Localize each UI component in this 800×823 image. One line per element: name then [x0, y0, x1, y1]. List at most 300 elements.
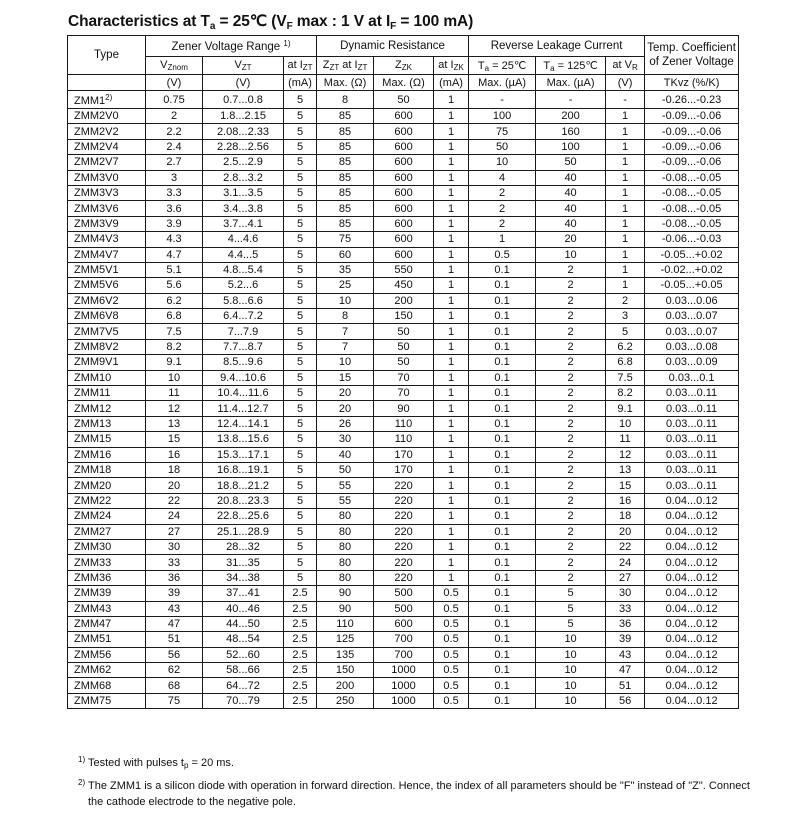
type-label: ZMM2V0 [74, 110, 119, 123]
cell-zzk: 500 [374, 586, 434, 601]
cell-vr: 51 [606, 678, 645, 693]
cell-type [68, 170, 146, 185]
unit-zzk: Max. (Ω) [374, 75, 434, 91]
cell-zzt: 30 [317, 432, 374, 447]
cell-ir25: 50 [469, 139, 536, 154]
title-text: = 100 mA) [396, 13, 474, 30]
cell-type [68, 324, 146, 339]
cell-izt: 2.5 [284, 601, 317, 616]
cell-vznom: 8.2 [146, 339, 203, 354]
cell-vznom: 2 [146, 109, 203, 124]
cell-zzt: 26 [317, 416, 374, 431]
table-row [68, 278, 739, 293]
cell-vznom: 30 [146, 539, 203, 554]
table-row [68, 524, 739, 539]
type-label: ZMM15 [74, 433, 112, 446]
cell-vzt: 34...38 [203, 570, 284, 585]
cell-zzk: 220 [374, 555, 434, 570]
cell-zzk: 50 [374, 339, 434, 354]
table-row [68, 447, 739, 462]
cell-tkvz: 0.03...0.06 [645, 293, 739, 308]
cell-ir25: 0.1 [469, 601, 536, 616]
header-sub: ZT [357, 63, 368, 72]
cell-vr: 47 [606, 663, 645, 678]
cell-ir125: 2 [536, 262, 606, 277]
cell-vr: 6.8 [606, 355, 645, 370]
cell-vr: 15 [606, 478, 645, 493]
cell-tkvz: 0.04...0.12 [645, 493, 739, 508]
cell-zzk: 70 [374, 386, 434, 401]
cell-izk: 1 [434, 109, 469, 124]
cell-zzt: 85 [317, 155, 374, 170]
cell-ir25: 0.1 [469, 493, 536, 508]
cell-ir25: 0.1 [469, 632, 536, 647]
footnote-sub: p [183, 761, 189, 770]
footnotes [78, 752, 793, 811]
cell-ir125: 10 [536, 632, 606, 647]
type-label: ZMM2V2 [74, 125, 119, 138]
cell-izk: 0.5 [434, 663, 469, 678]
cell-ir125: 2 [536, 462, 606, 477]
cell-ir25: 0.1 [469, 447, 536, 462]
cell-vr: 1 [606, 278, 645, 293]
cell-type [68, 386, 146, 401]
unit-vr: (V) [606, 75, 645, 91]
footnote-ref: 2) [105, 93, 113, 102]
cell-zzk: 500 [374, 601, 434, 616]
cell-zzt: 60 [317, 247, 374, 262]
cell-ir25: 0.5 [469, 247, 536, 262]
cell-tkvz: 0.04...0.12 [645, 539, 739, 554]
cell-ir25: 0.1 [469, 278, 536, 293]
header-sub: ZK [401, 63, 413, 72]
cell-vr: 12 [606, 447, 645, 462]
cell-tkvz: -0.08...-0.05 [645, 170, 739, 185]
table-row [68, 170, 739, 185]
cell-tkvz: 0.04...0.12 [645, 570, 739, 585]
cell-zzt: 85 [317, 139, 374, 154]
cell-izk: 1 [434, 324, 469, 339]
cell-tkvz: 0.04...0.12 [645, 632, 739, 647]
cell-ir25: 0.1 [469, 355, 536, 370]
cell-izk: 1 [434, 355, 469, 370]
cell-ir25: 0.1 [469, 401, 536, 416]
cell-zzt: 7 [317, 339, 374, 354]
cell-tkvz: -0.26...-0.23 [645, 91, 739, 109]
cell-izk: 0.5 [434, 632, 469, 647]
header-label: V [234, 59, 242, 71]
header-label: at V [612, 59, 632, 71]
header-label: T [477, 59, 485, 72]
cell-ir125: 2 [536, 370, 606, 385]
type-label: ZMM16 [74, 448, 112, 461]
cell-zzt: 250 [317, 693, 374, 708]
header-label: Z [395, 59, 402, 71]
footnote-2 [78, 775, 793, 811]
unit-zzt: Max. (Ω) [317, 75, 374, 91]
cell-izk: 1 [434, 539, 469, 554]
cell-zzk: 1000 [374, 678, 434, 693]
cell-ir125: 50 [536, 155, 606, 170]
cell-vr: 6.2 [606, 339, 645, 354]
cell-ir25: 2 [469, 201, 536, 216]
cell-type [68, 524, 146, 539]
cell-izt: 5 [284, 324, 317, 339]
cell-type [68, 201, 146, 216]
cell-type [68, 339, 146, 354]
cell-zzt: 15 [317, 370, 374, 385]
title-text: Characteristics at T [68, 13, 210, 30]
cell-zzk: 1000 [374, 663, 434, 678]
cell-izt: 5 [284, 509, 317, 524]
type-label: ZMM56 [74, 648, 112, 661]
cell-vznom: 18 [146, 462, 203, 477]
cell-ir25: 0.1 [469, 386, 536, 401]
cell-vzt: 22.8...25.6 [203, 509, 284, 524]
cell-ir25: - [469, 91, 536, 109]
header-label: at I [287, 59, 303, 71]
type-label: ZMM30 [74, 541, 112, 554]
cell-vznom: 75 [146, 693, 203, 708]
cell-vznom: 22 [146, 493, 203, 508]
cell-ir125: 5 [536, 601, 606, 616]
cell-izt: 5 [284, 432, 317, 447]
header-dynamic-resistance: Dynamic Resistance [317, 36, 469, 57]
type-label: ZMM4V3 [74, 233, 119, 246]
cell-izk: 1 [434, 232, 469, 247]
table-row [68, 386, 739, 401]
cell-zzt: 85 [317, 109, 374, 124]
cell-vzt: 4.8...5.4 [203, 262, 284, 277]
cell-izt: 5 [284, 493, 317, 508]
cell-ir25: 0.1 [469, 539, 536, 554]
cell-zzt: 20 [317, 386, 374, 401]
cell-izt: 5 [284, 124, 317, 139]
cell-zzt: 80 [317, 509, 374, 524]
cell-vzt: 5.8...6.6 [203, 293, 284, 308]
cell-izk: 1 [434, 170, 469, 185]
type-label: ZMM22 [74, 494, 112, 507]
type-label: ZMM10 [74, 371, 112, 384]
title-sub-f: F [286, 21, 293, 32]
type-label: ZMM20 [74, 479, 112, 492]
table-row [68, 416, 739, 431]
cell-vznom: 27 [146, 524, 203, 539]
cell-zzt: 150 [317, 663, 374, 678]
cell-zzk: 600 [374, 216, 434, 231]
cell-type [68, 693, 146, 708]
cell-izk: 1 [434, 493, 469, 508]
cell-zzk: 600 [374, 139, 434, 154]
cell-vr: 5 [606, 324, 645, 339]
cell-zzk: 600 [374, 170, 434, 185]
cell-vzt: 20.8...23.3 [203, 493, 284, 508]
cell-zzk: 1000 [374, 693, 434, 708]
cell-vr: - [606, 91, 645, 109]
cell-vznom: 36 [146, 570, 203, 585]
type-label: ZMM13 [74, 418, 112, 430]
cell-type [68, 91, 146, 109]
type-label: ZMM7V5 [74, 325, 119, 338]
cell-izt: 2.5 [284, 693, 317, 708]
cell-vr: 1 [606, 262, 645, 277]
cell-tkvz: -0.09...-0.06 [645, 109, 739, 124]
header-label: Zener Voltage Range [171, 41, 281, 53]
cell-vr: 11 [606, 432, 645, 447]
cell-type [68, 216, 146, 231]
cell-ir25: 0.1 [469, 570, 536, 585]
header-ir-125c [536, 57, 606, 75]
table-row [68, 632, 739, 647]
cell-izt: 5 [284, 478, 317, 493]
cell-tkvz: 0.03...0.07 [645, 309, 739, 324]
cell-ir25: 0.1 [469, 586, 536, 601]
cell-zzk: 90 [374, 401, 434, 416]
header-zzt [317, 57, 374, 75]
cell-vznom: 7.5 [146, 324, 203, 339]
cell-zzk: 200 [374, 293, 434, 308]
cell-izt: 5 [284, 524, 317, 539]
cell-vr: 8.2 [606, 386, 645, 401]
cell-type [68, 447, 146, 462]
table-body [68, 91, 739, 709]
unit-vznom: (V) [146, 75, 203, 91]
cell-zzk: 700 [374, 647, 434, 662]
cell-vznom: 3 [146, 170, 203, 185]
cell-ir125: 40 [536, 216, 606, 231]
cell-tkvz: 0.03...0.11 [645, 416, 739, 431]
table-row [68, 601, 739, 616]
cell-zzt: 85 [317, 170, 374, 185]
cell-type [68, 416, 146, 431]
cell-izt: 5 [284, 262, 317, 277]
cell-izt: 5 [284, 216, 317, 231]
type-label: ZMM62 [74, 664, 112, 677]
cell-izt: 5 [284, 293, 317, 308]
cell-vzt: 70...79 [203, 693, 284, 708]
cell-izk: 1 [434, 478, 469, 493]
type-label: ZMM6V2 [74, 294, 119, 307]
cell-vznom: 3.9 [146, 216, 203, 231]
cell-zzt: 90 [317, 601, 374, 616]
cell-vzt: 2.5...2.9 [203, 155, 284, 170]
cell-ir25: 1 [469, 232, 536, 247]
cell-ir125: 2 [536, 324, 606, 339]
header-label: = 25℃ [489, 59, 527, 72]
cell-izk: 1 [434, 447, 469, 462]
cell-vzt: 28...32 [203, 539, 284, 554]
cell-ir25: 0.1 [469, 370, 536, 385]
cell-izk: 1 [434, 386, 469, 401]
cell-tkvz: 0.04...0.12 [645, 678, 739, 693]
cell-zzk: 170 [374, 447, 434, 462]
cell-type [68, 401, 146, 416]
cell-izk: 1 [434, 570, 469, 585]
table-row [68, 109, 739, 124]
cell-vznom: 6.8 [146, 309, 203, 324]
cell-izt: 2.5 [284, 647, 317, 662]
footnote-text: The ZMM1 is a silicon diode with operation in forward direction. Hence, the index of all parameters should be "F" instead of "Z". Connect [85, 779, 750, 792]
cell-izk: 1 [434, 509, 469, 524]
type-label: ZMM36 [74, 571, 112, 584]
cell-type [68, 616, 146, 631]
header-label: V [160, 59, 168, 71]
cell-vr: 10 [606, 416, 645, 431]
table-row [68, 355, 739, 370]
cell-izt: 5 [284, 309, 317, 324]
cell-izk: 1 [434, 339, 469, 354]
header-label: at I [438, 59, 454, 71]
cell-type [68, 293, 146, 308]
cell-zzt: 75 [317, 232, 374, 247]
cell-zzk: 600 [374, 201, 434, 216]
cell-zzk: 600 [374, 247, 434, 262]
cell-vzt: 18.8...21.2 [203, 478, 284, 493]
cell-vr: 1 [606, 170, 645, 185]
cell-zzt: 8 [317, 91, 374, 109]
table-row [68, 262, 739, 277]
footnote-mark: 1) [78, 755, 86, 764]
cell-tkvz: 0.03...0.11 [645, 401, 739, 416]
cell-vr: 30 [606, 586, 645, 601]
cell-ir125: 2 [536, 447, 606, 462]
cell-vzt: 1.8...2.15 [203, 109, 284, 124]
cell-type [68, 509, 146, 524]
cell-vznom: 2.2 [146, 124, 203, 139]
cell-vznom: 5.6 [146, 278, 203, 293]
cell-vzt: 10.4...11.6 [203, 386, 284, 401]
cell-ir125: 2 [536, 355, 606, 370]
cell-tkvz: -0.06...-0.03 [645, 232, 739, 247]
cell-type [68, 462, 146, 477]
cell-vr: 22 [606, 539, 645, 554]
cell-zzk: 600 [374, 232, 434, 247]
type-label: ZMM43 [74, 602, 112, 615]
type-label: ZMM3V3 [74, 187, 119, 200]
cell-ir125: 2 [536, 539, 606, 554]
cell-tkvz: 0.03...0.11 [645, 447, 739, 462]
header-temp-coefficient [645, 36, 739, 75]
table-row [68, 339, 739, 354]
cell-vzt: 9.4...10.6 [203, 370, 284, 385]
cell-ir25: 4 [469, 170, 536, 185]
cell-vznom: 24 [146, 509, 203, 524]
cell-tkvz: -0.08...-0.05 [645, 216, 739, 231]
cell-zzk: 220 [374, 478, 434, 493]
cell-zzt: 80 [317, 524, 374, 539]
cell-vznom: 3.3 [146, 185, 203, 200]
cell-zzk: 110 [374, 416, 434, 431]
cell-vzt: 52...60 [203, 647, 284, 662]
title-text: max : 1 V at I [292, 13, 391, 30]
cell-izt: 5 [284, 91, 317, 109]
unit-type [68, 75, 146, 91]
cell-izk: 1 [434, 216, 469, 231]
cell-vr: 1 [606, 185, 645, 200]
cell-zzk: 50 [374, 355, 434, 370]
cell-izt: 2.5 [284, 678, 317, 693]
cell-vzt: 0.7...0.8 [203, 91, 284, 109]
cell-izk: 0.5 [434, 601, 469, 616]
table-row [68, 201, 739, 216]
cell-zzk: 700 [374, 632, 434, 647]
cell-izt: 5 [284, 232, 317, 247]
cell-ir25: 0.1 [469, 262, 536, 277]
cell-zzt: 8 [317, 309, 374, 324]
cell-vzt: 2.28...2.56 [203, 139, 284, 154]
cell-vr: 36 [606, 616, 645, 631]
cell-vzt: 3.7...4.1 [203, 216, 284, 231]
unit-vzt: (V) [203, 75, 284, 91]
header-label: Temp. Coefficient [647, 42, 736, 54]
cell-izk: 1 [434, 262, 469, 277]
cell-vzt: 11.4...12.7 [203, 401, 284, 416]
cell-ir125: - [536, 91, 606, 109]
cell-vr: 18 [606, 509, 645, 524]
cell-vr: 1 [606, 247, 645, 262]
cell-ir25: 2 [469, 185, 536, 200]
cell-tkvz: 0.03...0.09 [645, 355, 739, 370]
type-label: ZMM12 [74, 402, 112, 415]
cell-tkvz: 0.04...0.12 [645, 601, 739, 616]
cell-izt: 5 [284, 555, 317, 570]
cell-vznom: 15 [146, 432, 203, 447]
cell-ir125: 20 [536, 232, 606, 247]
table-row [68, 663, 739, 678]
type-label: ZMM24 [74, 510, 112, 523]
cell-vr: 1 [606, 232, 645, 247]
cell-izk: 0.5 [434, 616, 469, 631]
cell-vr: 39 [606, 632, 645, 647]
cell-zzk: 220 [374, 524, 434, 539]
cell-ir125: 2 [536, 524, 606, 539]
cell-type [68, 155, 146, 170]
cell-ir25: 0.1 [469, 293, 536, 308]
cell-tkvz: 0.04...0.12 [645, 586, 739, 601]
cell-izk: 0.5 [434, 678, 469, 693]
cell-izt: 5 [284, 355, 317, 370]
type-label: ZMM47 [74, 618, 112, 631]
type-label: ZMM6V8 [74, 310, 119, 323]
cell-tkvz: 0.04...0.12 [645, 555, 739, 570]
cell-vr: 24 [606, 555, 645, 570]
cell-tkvz: -0.05...+0.05 [645, 278, 739, 293]
cell-tkvz: 0.03...0.08 [645, 339, 739, 354]
type-label: ZMM5V6 [74, 279, 119, 292]
cell-vznom: 0.75 [146, 91, 203, 109]
cell-izk: 1 [434, 91, 469, 109]
cell-vr: 1 [606, 109, 645, 124]
cell-izt: 2.5 [284, 586, 317, 601]
cell-izk: 1 [434, 432, 469, 447]
cell-vzt: 16.8...19.1 [203, 462, 284, 477]
type-label: ZMM2V7 [74, 156, 119, 169]
table-row [68, 678, 739, 693]
cell-izt: 2.5 [284, 616, 317, 631]
cell-izk: 1 [434, 524, 469, 539]
cell-type [68, 678, 146, 693]
cell-izk: 1 [434, 124, 469, 139]
cell-vr: 13 [606, 462, 645, 477]
cell-tkvz: -0.09...-0.06 [645, 155, 739, 170]
type-label: ZMM3V0 [74, 171, 119, 184]
table-row [68, 324, 739, 339]
cell-zzk: 220 [374, 570, 434, 585]
cell-vznom: 56 [146, 647, 203, 662]
cell-type [68, 355, 146, 370]
cell-tkvz: -0.08...-0.05 [645, 201, 739, 216]
cell-vr: 1 [606, 201, 645, 216]
